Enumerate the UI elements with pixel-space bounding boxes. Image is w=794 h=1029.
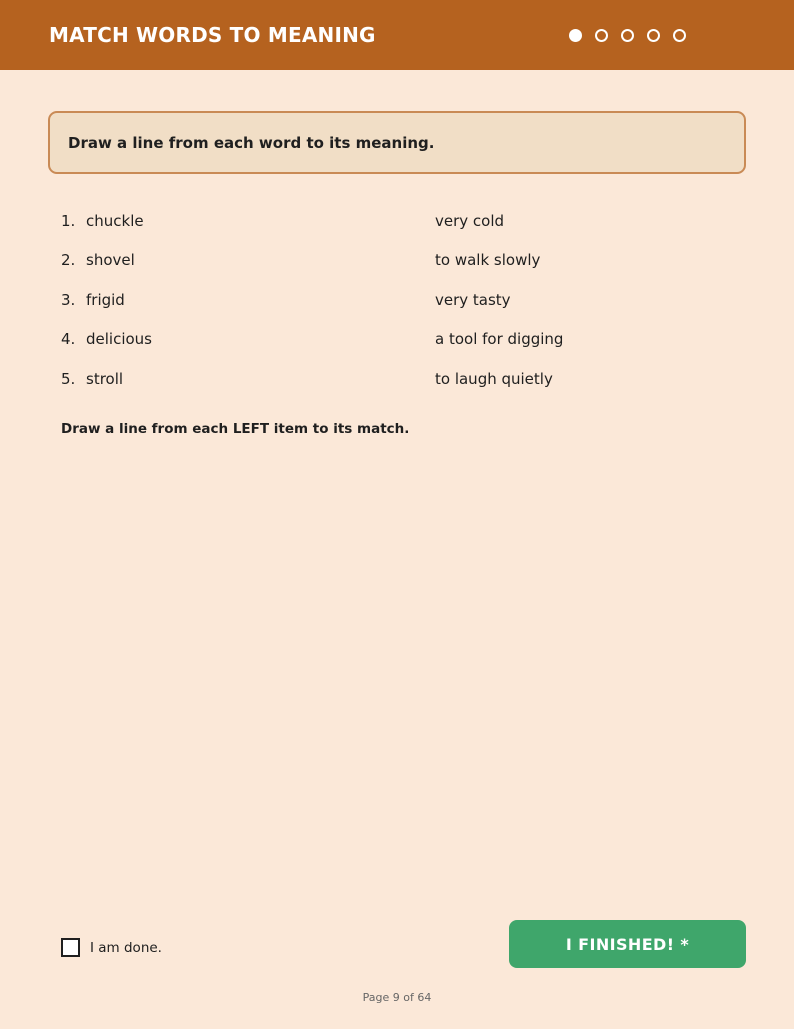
progress-dots	[569, 29, 686, 42]
left-word-5[interactable]	[61, 370, 123, 388]
progress-dot-2	[595, 29, 608, 42]
page-title: MATCH WORDS TO MEANING	[49, 23, 376, 47]
progress-dot-1	[569, 29, 582, 42]
match-row	[61, 247, 701, 286]
done-checkbox[interactable]	[61, 938, 80, 957]
right-meaning-2[interactable]: to walk slowly	[435, 251, 541, 270]
right-meaning-1[interactable]: very cold	[435, 212, 505, 230]
matching-list	[61, 208, 701, 405]
right-meaning-4[interactable]: a tool for digging	[435, 330, 564, 349]
right-meaning-3[interactable]: very tasty	[435, 290, 511, 309]
word-label: stroll	[86, 369, 124, 388]
match-row	[61, 287, 701, 326]
word-label: shovel	[86, 251, 135, 270]
left-word-4[interactable]	[61, 330, 152, 348]
right-meaning-5[interactable]: to laugh quietly	[435, 369, 553, 388]
left-word-3[interactable]	[61, 291, 125, 309]
page-number: Page 9 of 64	[362, 991, 432, 1004]
left-word-2[interactable]	[61, 251, 135, 269]
progress-dot-4	[647, 29, 660, 42]
item-number: 4.	[61, 330, 76, 349]
word-label: frigid	[86, 290, 125, 309]
word-label: delicious	[86, 330, 152, 349]
item-number: 1.	[61, 212, 76, 230]
progress-dot-3	[621, 29, 634, 42]
item-number: 2.	[61, 251, 76, 270]
done-label: I am done.	[90, 939, 162, 956]
match-row	[61, 366, 701, 405]
instruction-text: Draw a line from each word to its meaning.	[68, 133, 435, 152]
left-word-1[interactable]	[61, 212, 144, 230]
item-number: 3.	[61, 290, 76, 309]
progress-dot-5	[673, 29, 686, 42]
match-row	[61, 208, 701, 247]
match-row	[61, 326, 701, 365]
header-bar	[0, 0, 794, 70]
item-number: 5.	[61, 369, 76, 388]
word-label: chuckle	[86, 212, 144, 230]
finish-button[interactable]: I FINISHED! *	[509, 920, 746, 968]
instruction-box	[48, 111, 746, 174]
done-checkbox-row[interactable]	[61, 938, 162, 957]
matching-note: Draw a line from each LEFT item to its match.	[61, 421, 410, 437]
